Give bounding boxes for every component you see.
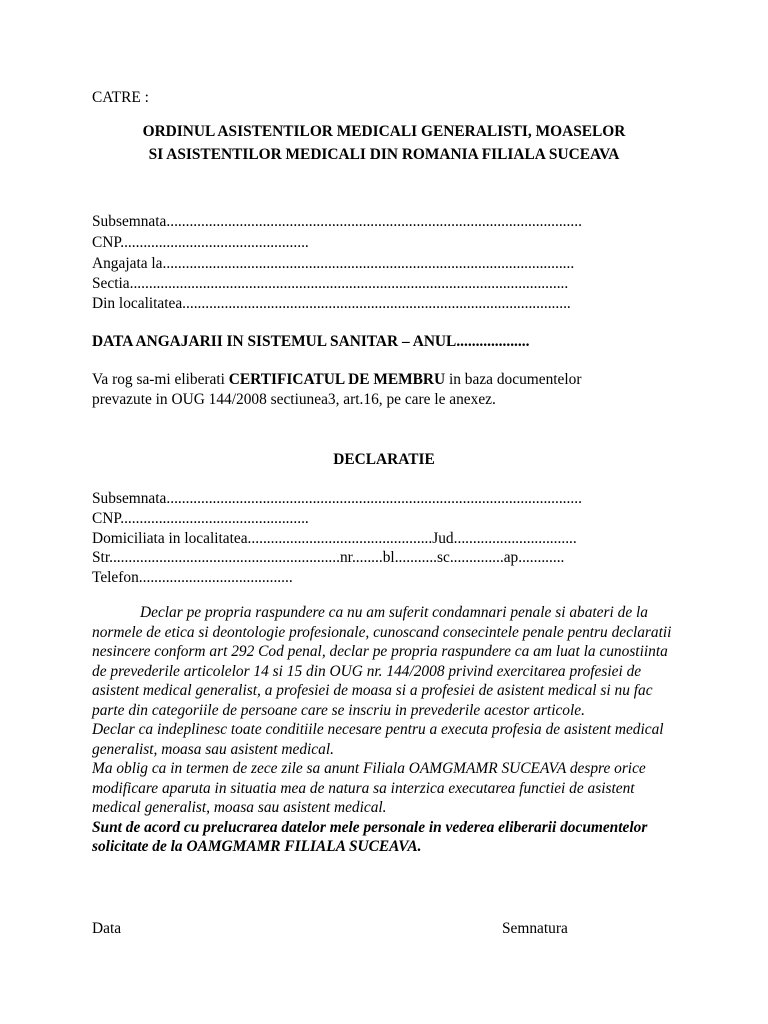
decl-address-field[interactable]: Str............................................................nr........bl...........sc..............ap............ <box>92 549 565 566</box>
request-line2: prevazute in OUG 144/2008 sectiunea3, art.16, pe care le anexez. <box>92 391 496 408</box>
localitatea-field[interactable]: Din localitatea..................................................................................................... <box>92 295 571 312</box>
declaration-title: DECLARATIE <box>333 451 435 468</box>
request-text-post: in baza documentelor <box>445 371 582 388</box>
employment-year-field[interactable] <box>92 332 529 351</box>
certificate-name: CERTIFICATUL DE MEMBRU <box>228 371 446 388</box>
decl-cnp-field[interactable]: CNP................................................. <box>92 510 309 527</box>
decl-domiciliata-field[interactable]: Domiciliata in localitatea................................................Jud................................ <box>92 530 577 547</box>
organization-title-line1: ORDINUL ASISTENTILOR MEDICALI GENERALISTI, MOASELOR <box>142 123 626 140</box>
decl-subsemnata-field[interactable]: Subsemnata............................................................................................................ <box>92 490 582 507</box>
subsemnata-field[interactable]: Subsemnata............................................................................................................ <box>92 213 582 230</box>
signature-label: Semnatura <box>502 920 568 937</box>
organization-title-line2: SI ASISTENTILOR MEDICALI DIN ROMANIA FILIALA SUCEAVA <box>148 146 620 163</box>
angajata-field[interactable]: Angajata la........................................................................................................... <box>92 255 575 272</box>
declaration-paragraph-3: Ma oblig ca in termen de zece zile sa anunt Filiala OAMGMAMR SUCEAVA despre orice modificare aparuta in situatia mea de natura sa interzica executarea functiei de asistent medical generalist, moasa sau asistent medical. <box>92 760 646 816</box>
sectia-field[interactable]: Sectia.................................................................................................................. <box>92 275 569 292</box>
declaration-paragraph-2: Declar ca indeplinesc toate conditiile necesare pentru a executa profesia de asistent medical generalist, moasa sau asistent medical. <box>92 721 664 758</box>
request-line1 <box>92 370 581 389</box>
request-text-pre: Va rog sa-mi eliberati <box>92 371 229 388</box>
employment-year-label: DATA ANGAJARII IN SISTEMUL SANITAR – ANUL <box>92 333 457 350</box>
cnp-field[interactable]: CNP................................................. <box>92 234 309 251</box>
decl-telefon-field[interactable]: Telefon........................................ <box>92 569 293 586</box>
declaration-paragraph-1: Declar pe propria raspundere ca nu am suferit condamnari penale si abateri de la normele de etica si deontologie profesionale, cunoscand consecintele penale pentru declaratii nesincere conform art 292 Cod penal, declar pe propria raspundere ca am luat la cunostiinta de prevederile articolelor 14 si 15 din OUG nr. 144/2008 privind exercitarea profesiei de asistent medical generalist, a profesiei de moasa si a profesiei de asistent medical si nu fac parte din categoriile de persoane care se inscriu in prevederile acestor articole. <box>92 604 672 719</box>
date-label: Data <box>92 920 122 937</box>
addressee-label: CATRE : <box>92 89 149 106</box>
declaration-consent: Sunt de acord cu prelucrarea datelor mele personale in vederea eliberarii documentelor solicitate de la OAMGMAMR FILIALA SUCEAVA. <box>92 818 648 855</box>
employment-year-blank[interactable]: ................... <box>456 333 530 350</box>
declaration-body <box>92 603 682 857</box>
